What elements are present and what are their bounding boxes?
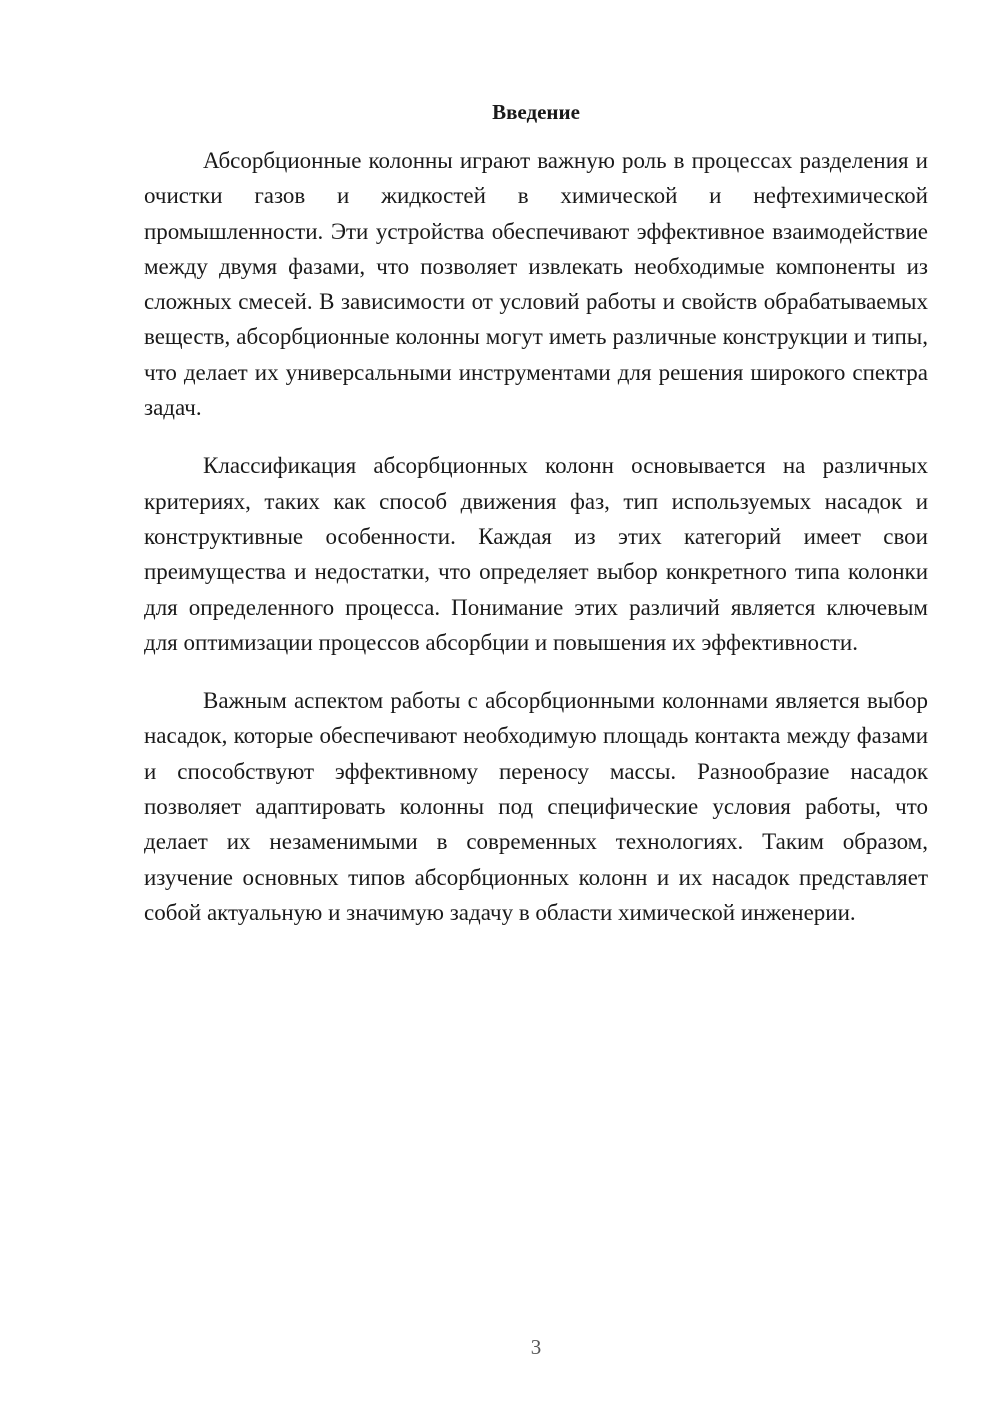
paragraph-3: Важным аспектом работы с абсорбционными колоннами является выбор насадок, которые обеспечивают необходимую площадь контакта между фазами и способствуют эффективному переносу массы. Разнообразие насадок позволяет адаптировать колонны под специфические условия работы, что делает их незаменимыми в современных технологиях. Таким образом, изучение основных типов абсорбционных колонн и их насадок представляет собой актуальную и значимую задачу в области химической инженерии.: [144, 688, 928, 925]
body-text: [144, 143, 928, 953]
page-number: 3: [530, 1335, 542, 1359]
paragraph-1: Абсорбционные колонны играют важную роль в процессах разделения и очистки газов и жидкостей в химической и нефтехимической промышленности. Эти устройства обеспечивают эффективное взаимодействие между двумя фазами, что позволяет извлекать необходимые компоненты из сложных смесей. В зависимости от условий работы и свойств обрабатываемых веществ, абсорбционные колонны могут иметь различные конструкции и типы, что делает их универсальными инструментами для решения широкого спектра задач.: [144, 148, 928, 421]
page-title: Введение: [492, 100, 580, 124]
paragraph-2: Классификация абсорбционных колонн основывается на различных критериях, таких как способ движения фаз, тип используемых насадок и конструктивные особенности. Каждая из этих категорий имеет свои преимущества и недостатки, что определяет выбор конкретного типа колонки для определенного процесса. Понимание этих различий является ключевым для оптимизации процессов абсорбции и повышения их эффективности.: [144, 453, 928, 655]
